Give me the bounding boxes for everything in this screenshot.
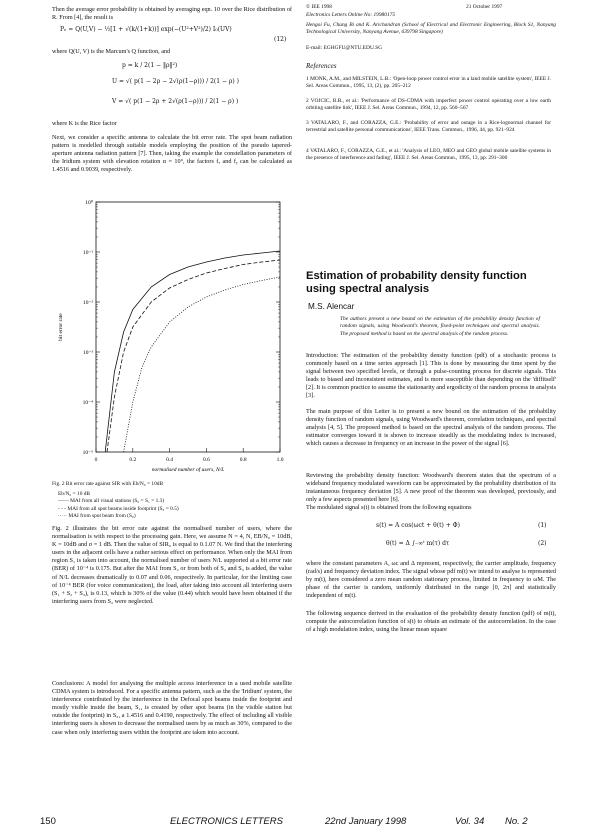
series-line <box>124 277 280 452</box>
x-tick-label: 0.8 <box>239 457 247 463</box>
email: E-mail: EGHGFU@NTU.EDU.SG <box>306 45 383 51</box>
page-number: 150 <box>40 816 56 827</box>
equation-1: s(t) = A cos(ωct + θ(t) + Φ) <box>376 522 460 529</box>
plot-frame <box>96 202 280 452</box>
x-tick-label: 0 <box>94 457 98 463</box>
issue-number: No. 2 <box>505 816 528 827</box>
x-tick-label: 0.6 <box>202 457 210 463</box>
article-title: Estimation of probability density function using spectral analysis <box>306 270 527 295</box>
paragraph-antenna: Next, we consider a specific antenna to calculate the bit error rate. The spot beam radiation pattern is modelled through suitable models employing the position of the pseudo tapered-aperture antenna radiation pattern [7]. Then, taking the example the constellation parameters of the Iridium system with elevation rotation α = 10°, the factors fₓ and fᵧ can be calculated as 1.4516 and 0.9039, respectively. <box>52 134 292 174</box>
y-tick-label: 10⁻² <box>82 300 93 306</box>
equation-2: θ(t) = Δ ∫₋∞ᵗ m(τ) dτ <box>386 540 450 547</box>
where-text: where Q(U, V) is the Marcum's Q function, and <box>52 48 171 55</box>
paragraph-introduction: Introduction: The estimation of the probability density function (pdf) of a stochastic process is commonly based on a time series approach [1]. This is done by measuring the time spent by the signal between two specified levels, or through a pulse-counting process for discrete signals. This leads to biased and inconsistent estimates, and is more susceptible than depending on the 'diffitself' [2]. It is common practice to assume the stationarity and ergodicity of the random process in analysis [3]. <box>306 352 556 400</box>
equation-number: (12) <box>274 36 287 43</box>
y-tick-label: 10⁻⁵ <box>82 450 93 456</box>
equation-2-number: (2) <box>538 540 547 547</box>
paragraph-where: where the constant parameters A, ωc and Δ represent, respectively, the carrier amplitude, frequency (rad/s) and frequency deviation index. The signal whose pdf m(t) we intend to analyse is represented by m(t), here considered a zero mean random stationary process, limited in frequency to ωM. The phase of the carrier is random, uniformly distributed in the range [0, 2π] and statistically independent of m(t). <box>306 560 556 600</box>
legend-line: ····· MAI from spot beam from (S₀) <box>58 513 136 520</box>
x-axis-label: normalised number of users, N/L <box>151 467 225 473</box>
rice-factor-text: where K is the Rice factor <box>52 120 117 127</box>
ber-chart <box>52 190 292 480</box>
y-tick-label: 10⁻³ <box>82 350 93 356</box>
article-author: M.S. Alencar <box>308 302 355 311</box>
legend-line: - - - MAI from all spot beams inside footprint (S₀ = 0.5) <box>58 505 179 512</box>
paragraph-main-purpose: The main purpose of this Letter is to present a new bound on the estimation of the probability density function of random signals, using Woodward's theorem, correlation techniques, and spectral analysis [4, 5]. The proposed method is based on the spectral analysis of the random process. The estimator converges toward it is shown to increase steadily as the modulating index is increased, which causes a decrease in frequency or an increase in the power of the signal [6]. <box>306 408 556 448</box>
abstract: The authors present a new bound on the estimation of the probability density function of random signals, using Woodward's theorem, fixed-point techniques and spectral analysis. The proposed method is based on the spectral analysis of the random process. <box>340 316 540 337</box>
equation-u: U = √( p(1 − 2ρ − 2√(ρ(1−ρ))) / 2(1 − ρ) ) <box>112 78 240 85</box>
series-line <box>107 260 280 452</box>
paragraph-conclusions: Conclusions: A model for analysing the multiple access interference in a used mobile satellite CDMA system is introduced. For a specific antenna pattern, such as the the 'Iridium' system, the interference contributed by the interference in the Defocal spot beams inside the footprint and mostly visible inside the beam, S₁, is created by other spot beams (in the visible station but outside the footprint) in S₂, a 1.4516 and 0.4190, respectively. The effect of including all visible interfering users is shown to decrease the normalised users by as much as 30%, compared to the case when only interfering users within the footprint are taken into account. <box>52 680 292 736</box>
figure-caption: Fig. 2 Bit error rate against SIR with Eb/N₀ = 10dB <box>52 481 164 487</box>
equation-v: V = √( p(1 − 2ρ + 2√(ρ(1−ρ))) / 2(1 − ρ) ) <box>112 98 239 105</box>
received-date: 21 October 1997 <box>466 4 503 10</box>
y-axis-label: bit error rate <box>58 313 64 341</box>
y-tick-label: 10⁻¹ <box>82 250 93 256</box>
volume: Vol. 34 <box>455 816 485 827</box>
y-tick-label: 10⁻⁴ <box>82 400 93 406</box>
intro-paragraph: Then the average error probability is obtained by averaging eqn. 10 over the Rice distribution of R. From [4], the result is <box>52 6 292 22</box>
paragraph-last: The following sequence derived in the evaluation of the probability density function (pdf) of m(t), compute the autocorrelation function of s(t) to obtain an estimate of the autocorrelation. In the case of a high modulation index, using the linear mean square <box>306 610 556 634</box>
references-heading: References <box>306 62 337 70</box>
paragraph-modulated: The modulated signal s(t) is obtained from the following equations <box>306 504 472 511</box>
reference-item: 2 VOJCIC, B.R., et al.: 'Performance of DS-CDMA with imperfect power control operating over a low earth orbiting satellite link', IEEE J. Sel. Areas Commun., 1994, 12, pp. 560–567 <box>306 98 551 111</box>
online-number: Electronics Letters Online No: 19980175 <box>306 12 396 18</box>
legend-line: Eb/N₀ = 10 dB <box>58 491 91 497</box>
author-affiliation: Hengoi Fu, Chung Bi and K. Arichandran (School of Electrical and Electronic Engineering, Block S1, Nanyang Technological University, Nanyang Avenue, 639798 Singapore) <box>306 22 556 36</box>
equation-1-number: (1) <box>538 522 547 529</box>
legend-line: —— MAI from all visual stations (S₀ = S₁ = 1.3) <box>58 498 165 505</box>
equation-pe: Pₑ ≈ Q(U,V) − ½[1 + √(k/(1+k))] exp(−(U²+V²)/2) I₀(UV) <box>60 26 232 33</box>
series-line <box>105 251 280 452</box>
paragraph-results: Fig. 2 illustrates the bit error rate against the normalised number of users, where the normalisation is with respect to the processing gain. Here, we assume N = 4, N, EB/N₀ = 10dB, K = 10dB and σ = 1 dB. Then the value of SIR₀ is equal to 0.1.07 N. We find that the interfering users in the adjacent cells have a rather serious effect on performance. When only the MAI from region S₁ is taken into account, the normalised number of users N/L supported at a bit error rate (BER) of 10⁻⁴ is 0.175. But after the MAI from S₂ or from both of S₂ and S₃ is added, the value of N/L decreases dramatically to 0.07 and 0.06, respectively. In particular, for the limiting case of 10⁻⁴ BER (for voice communication), the load, after taking into account all interfering users (S₁ + S₂ + S₃), is 0.13, which is 30% of the value (0.44) which would have been obtained if the interfering users from S₂ were neglected. <box>52 525 292 605</box>
equation-p: p = k / 2(1 − ‖ρ‖²) <box>122 62 178 69</box>
issue-date: 22nd January 1998 <box>325 816 407 827</box>
paragraph-woodward: Reviewing the probability density function: Woodward's theorem states that the spectrum of a wideband frequency modulated waveform can be approximated by the probability distribution of its instantaneous frequency deviation [5]. A new proof of the theorem was developed, previously, and only a few aspects presented here [6]. <box>306 472 556 504</box>
figure-legend <box>58 491 288 521</box>
copyright: © IEE 1998 <box>306 4 332 10</box>
x-tick-label: 0.2 <box>129 457 137 463</box>
x-tick-label: 1.0 <box>276 457 284 463</box>
y-tick-label: 10⁰ <box>85 200 93 206</box>
x-tick-label: 0.4 <box>166 457 174 463</box>
reference-item: 3 VATALARO, F., and CORAZZA, G.E.: 'Probability of error and outage in a Rice-lognormal channel for terrestrial and satellite personal communications', IEEE Trans. Commun., 1996, 44, pp. 921–924 <box>306 120 551 133</box>
journal-name: ELECTRONICS LETTERS <box>170 816 283 827</box>
reference-item: 4 VATALARO, F., CORAZZA, G.E., et al.: 'Analysis of LEO, MEO and GEO global mobile satellite systems in the presence of interference and fading', IEEE J. Sel. Areas Commun., 1995, 13, pp. 291–300 <box>306 148 551 161</box>
reference-item: 1 MONK, A.M., and MILSTEIN, L.B.: 'Open-loop power control error in a land mobile satellite system', IEEE J. Sel. Areas Commun., 1995, 13, (2), pp. 205–212 <box>306 76 551 89</box>
